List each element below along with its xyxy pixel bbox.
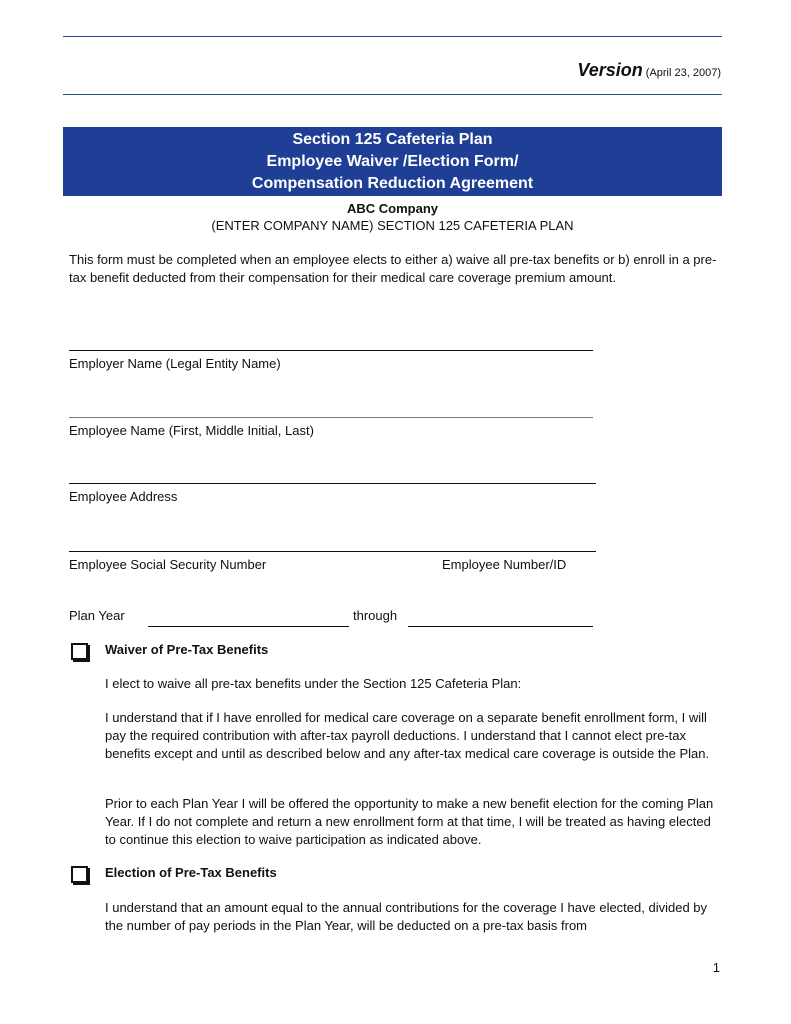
election-checkbox[interactable] xyxy=(71,866,88,883)
employee-ssn-field[interactable] xyxy=(69,551,596,552)
title-banner xyxy=(63,127,722,196)
through-label: through xyxy=(353,608,398,623)
plan-year-end-field[interactable] xyxy=(408,626,593,627)
waiver-paragraph-2: I understand that if I have enrolled for medical care coverage on a separate benefit enrollment form, I will pay the required contribution with after-tax payroll deductions. I understand that I cannot elect pre-tax benefits except and until as described below and any after-tax medical care coverage is outside the Plan. xyxy=(105,710,710,761)
employee-name-label: Employee Name (First, Middle Initial, Last) xyxy=(69,423,314,438)
title-line-3: Compensation Reduction Agreement xyxy=(251,175,534,192)
employee-ssn-label: Employee Social Security Number xyxy=(69,557,267,572)
company-name: ABC Company xyxy=(346,201,438,216)
page-number: 1 xyxy=(712,960,720,975)
waiver-paragraph-3: Prior to each Plan Year I will be offered the opportunity to make a new benefit election for the coming Plan Year. If I do not complete and return a new enrollment form at that time, I will be treated as having elected to continue this election to waive participation as indicated above. xyxy=(105,796,714,847)
employer-name-label: Employer Name (Legal Entity Name) xyxy=(69,356,281,371)
election-heading: Election of Pre-Tax Benefits xyxy=(105,865,277,880)
plan-year-label: Plan Year xyxy=(69,608,125,623)
title-line-1: Section 125 Cafeteria Plan xyxy=(292,131,493,148)
waiver-paragraph-1: I elect to waive all pre-tax benefits under the Section 125 Cafeteria Plan: xyxy=(105,676,522,691)
version-line xyxy=(577,60,721,81)
waiver-checkbox[interactable] xyxy=(71,643,88,660)
version-date: (April 23, 2007) xyxy=(645,67,721,79)
company-plan-name: (ENTER COMPANY NAME) SECTION 125 CAFETERIA PLAN xyxy=(211,218,574,233)
version-label: Version xyxy=(577,60,643,80)
waiver-heading: Waiver of Pre-Tax Benefits xyxy=(105,642,269,657)
intro-paragraph: This form must be completed when an employee elects to either a) waive all pre-tax benefits or b) enroll in a pre-tax benefit deducted from their compensation for their medical care coverage premium amount. xyxy=(69,252,717,285)
employee-number-label: Employee Number/ID xyxy=(442,557,567,572)
employee-address-field[interactable] xyxy=(69,483,596,484)
employer-name-field[interactable] xyxy=(69,350,593,351)
employee-address-label: Employee Address xyxy=(69,489,178,504)
version-rule xyxy=(63,94,722,95)
title-line-2: Employee Waiver /Election Form/ xyxy=(266,153,519,170)
plan-year-start-field[interactable] xyxy=(148,626,349,627)
top-rule xyxy=(63,36,722,37)
employee-name-field[interactable] xyxy=(69,417,593,418)
election-paragraph-1: I understand that an amount equal to the annual contributions for the coverage I have elected, divided by the number of pay periods in the Plan Year, will be deducted on a pre-tax basis from xyxy=(105,900,708,933)
